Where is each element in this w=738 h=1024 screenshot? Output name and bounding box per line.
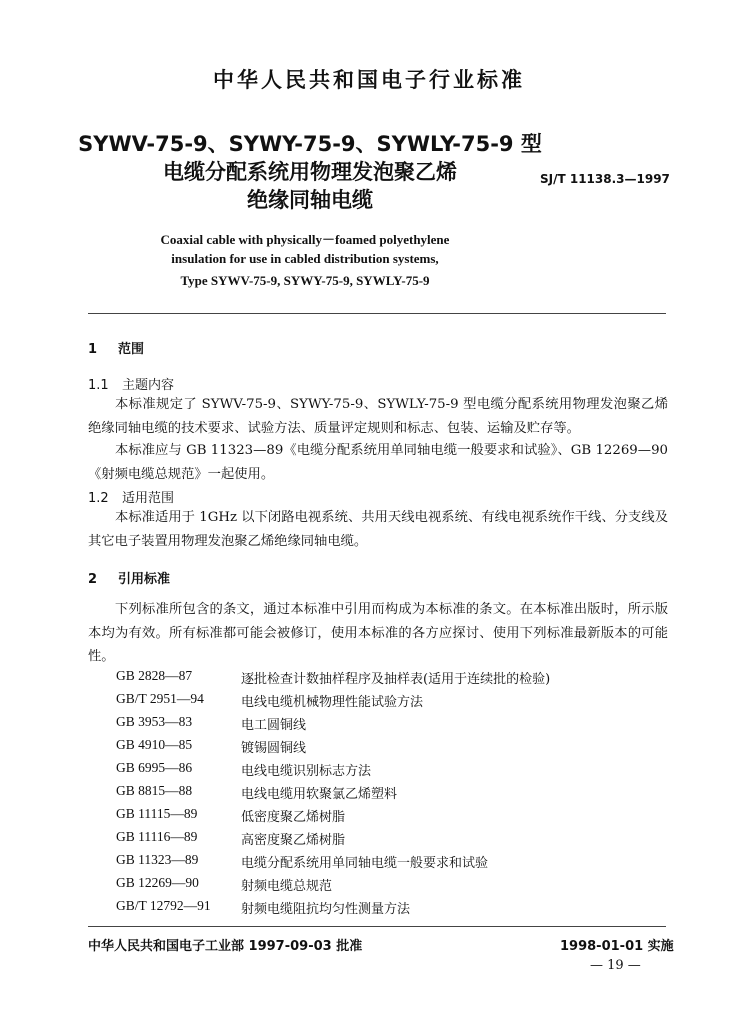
subsection-title: 主题内容 xyxy=(122,378,175,393)
effective-date: 1998-01-01 实施 xyxy=(560,939,674,954)
english-title-line-1: Coaxial cable with physically－foamed polyethylene xyxy=(160,232,450,247)
reference-title: 射频电缆阻抗均匀性测量方法 xyxy=(241,902,411,917)
reference-code: GB 2828—87 xyxy=(116,668,193,683)
reference-code: GB 8815—88 xyxy=(116,783,193,798)
subsection-number: 1.1 xyxy=(88,378,109,393)
reference-code: GB/T 2951—94 xyxy=(116,691,204,706)
title-line-2: 电缆分配系统用物理发泡聚乙烯 xyxy=(163,160,457,184)
standard-number: SJ/T 11138.3—1997 xyxy=(540,172,670,186)
subsection-1-1-heading xyxy=(88,374,174,393)
subsection-1-2-heading xyxy=(88,487,174,506)
reference-code: GB 3953—83 xyxy=(116,714,193,729)
reference-title: 低密度聚乙烯树脂 xyxy=(241,810,346,825)
reference-title: 电线电缆用软聚氯乙烯塑料 xyxy=(241,787,398,802)
paragraph-scope-content: 本标准规定了 SYWV-75-9、SYWY-75-9、SYWLY-75-9 型电缆分配系统用物理发泡聚乙烯绝缘同轴电缆的技术要求、试验方法、质量评定规则和标志、包装、运输及贮存等。 xyxy=(88,397,668,436)
title-line-1: SYWV-75-9、SYWY-75-9、SYWLY-75-9 型 xyxy=(78,132,542,156)
section-1-heading xyxy=(88,338,144,357)
english-title-line-3: Type SYWV-75-9, SYWY-75-9, SYWLY-75-9 xyxy=(180,273,430,288)
reference-title: 逐批检查计数抽样程序及抽样表(适用于连续批的检验) xyxy=(241,672,551,687)
header-divider xyxy=(88,313,666,314)
reference-code: GB 11323—89 xyxy=(116,852,199,867)
reference-title: 电线电缆识别标志方法 xyxy=(241,764,372,779)
reference-title: 镀锡圆铜线 xyxy=(241,741,307,756)
reference-title: 电线电缆机械物理性能试验方法 xyxy=(241,695,424,710)
reference-title: 电缆分配系统用单同轴电缆一般要求和试验 xyxy=(241,856,489,871)
reference-title: 电工圆铜线 xyxy=(241,718,307,733)
paragraph-references-intro: 下列标准所包含的条文，通过本标准中引用而构成为本标准的条文。在本标准出版时，所示版本均为有效。所有标准都可能会被修订，使用本标准的各方应探讨、使用下列标准最新版本的可能性。 xyxy=(88,602,668,664)
standard-category-header: 中华人民共和国电子行业标准 xyxy=(213,68,525,92)
subsection-number: 1.2 xyxy=(88,491,109,506)
reference-code: GB 6995—86 xyxy=(116,760,193,775)
reference-code: GB/T 12792—91 xyxy=(116,898,211,913)
reference-title: 高密度聚乙烯树脂 xyxy=(241,833,346,848)
title-line-3: 绝缘同轴电缆 xyxy=(247,188,373,212)
paragraph-applicability: 本标准适用于 1GHz 以下闭路电视系统、共用天线电视系统、有线电视系统作干线、分支线及其它电子装置用物理发泡聚乙烯绝缘同轴电缆。 xyxy=(88,510,668,549)
section-title: 范围 xyxy=(118,342,145,357)
section-2-heading xyxy=(88,568,170,587)
subsection-title: 适用范围 xyxy=(122,491,175,506)
section-number: 2 xyxy=(88,572,98,587)
reference-code: GB 11116—89 xyxy=(116,829,198,844)
page-number: — 19 — xyxy=(590,958,641,973)
english-title-line-2: insulation for use in cabled distribution systems, xyxy=(171,251,439,266)
reference-title: 射频电缆总规范 xyxy=(241,879,333,894)
reference-code: GB 12269—90 xyxy=(116,875,199,890)
approval-statement: 中华人民共和国电子工业部 1997-09-03 批准 xyxy=(88,939,363,954)
reference-code: GB 4910—85 xyxy=(116,737,193,752)
footer-divider xyxy=(88,926,666,927)
section-number: 1 xyxy=(88,342,98,357)
reference-code: GB 11115—89 xyxy=(116,806,198,821)
paragraph-scope-usage: 本标准应与 GB 11323—89《电缆分配系统用单同轴电缆一般要求和试验》、GB 12269—90《射频电缆总规范》一起使用。 xyxy=(88,443,668,482)
section-title: 引用标准 xyxy=(118,572,171,587)
